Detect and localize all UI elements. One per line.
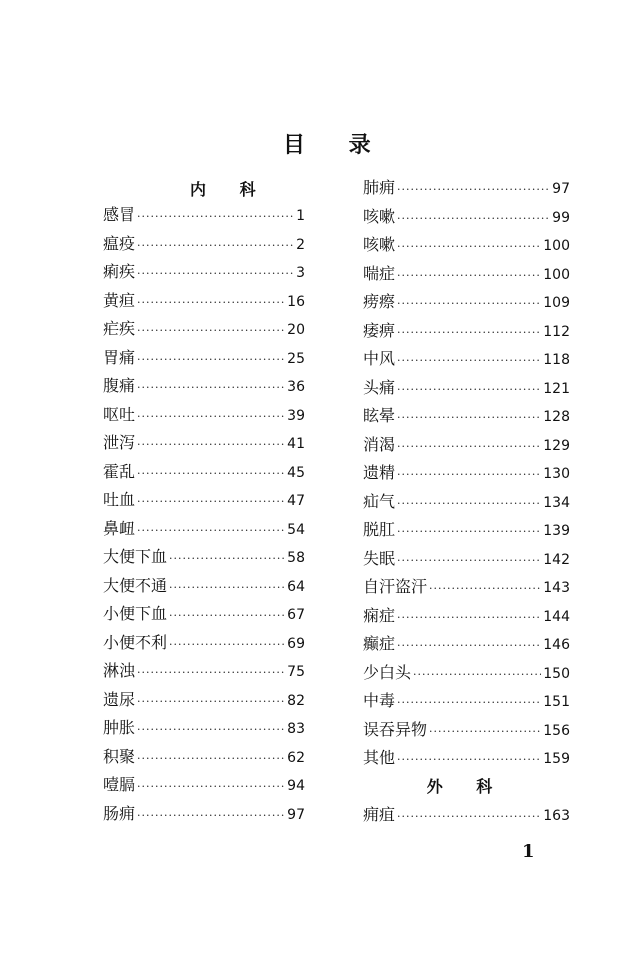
toc-entry-page: 16 — [287, 293, 305, 310]
toc-entry[interactable] — [363, 288, 570, 317]
toc-entry-page: 69 — [287, 635, 305, 652]
toc-entry-label: 误吞异物 — [363, 719, 428, 739]
toc-entry-label: 淋浊 — [103, 661, 136, 680]
toc-entry[interactable] — [103, 429, 305, 458]
toc-entry-label: 吐血 — [103, 490, 136, 509]
dot-leader — [397, 290, 541, 319]
dot-leader — [397, 319, 541, 348]
toc-entry-page: 118 — [543, 352, 570, 368]
toc-entry[interactable] — [363, 573, 570, 602]
toc-entry-label: 痨瘵 — [363, 292, 396, 311]
toc-entry-label: 噎膈 — [103, 775, 136, 794]
toc-entry[interactable] — [103, 771, 305, 800]
dot-leader — [137, 289, 285, 318]
toc-entry-label: 感冒 — [103, 205, 136, 224]
dot-leader — [397, 376, 541, 405]
dot-leader — [397, 461, 541, 490]
dot-leader — [397, 490, 541, 519]
toc-entry[interactable] — [363, 345, 570, 374]
dot-leader — [137, 688, 285, 717]
toc-entry-label: 霍乱 — [103, 461, 136, 481]
dot-leader — [169, 631, 285, 660]
toc-entry[interactable] — [363, 716, 570, 745]
dot-leader — [397, 803, 541, 832]
dot-leader — [137, 460, 285, 489]
toc-entry-label: 失眠 — [363, 548, 396, 568]
toc-entry-label: 胃痛 — [103, 347, 136, 367]
toc-entry-page: 97 — [552, 181, 570, 197]
toc-entry[interactable] — [363, 801, 570, 830]
dot-leader — [397, 262, 541, 291]
toc-entry-label: 消渴 — [363, 434, 396, 454]
toc-entry-page: 47 — [287, 493, 305, 509]
toc-entry[interactable] — [103, 714, 305, 743]
toc-entry[interactable] — [103, 344, 305, 373]
dot-leader — [397, 547, 541, 576]
toc-entry-page: 39 — [287, 407, 305, 424]
toc-entry-page: 143 — [543, 580, 570, 596]
toc-entry[interactable] — [363, 630, 570, 659]
toc-entry-label: 疝气 — [363, 491, 396, 511]
toc-entry-page: 99 — [552, 209, 570, 226]
toc-entry[interactable] — [103, 258, 305, 287]
toc-entry[interactable] — [363, 545, 570, 574]
toc-entry[interactable] — [103, 515, 305, 544]
toc-entry-label: 少白头 — [363, 662, 412, 682]
dot-leader — [137, 716, 285, 745]
toc-entry-page: 151 — [543, 694, 570, 710]
page-title: 目 录 — [283, 133, 389, 158]
toc-entry-label: 痈疽 — [363, 805, 396, 824]
toc-entry-label: 呕吐 — [103, 404, 136, 424]
dot-leader — [137, 346, 285, 375]
toc-entry[interactable] — [363, 744, 570, 773]
toc-entry[interactable] — [363, 659, 570, 688]
toc-entry-label: 咳嗽 — [363, 206, 396, 226]
dot-leader — [397, 404, 541, 433]
dot-leader — [137, 773, 285, 802]
toc-entry-page: 142 — [543, 551, 570, 568]
toc-entry-label: 中风 — [363, 349, 396, 368]
dot-leader — [137, 517, 285, 546]
toc-entry-page: 75 — [287, 664, 305, 680]
toc-entry-page: 109 — [543, 295, 570, 311]
toc-entry-page: 41 — [287, 436, 305, 452]
toc-entry[interactable] — [363, 602, 570, 631]
dot-leader — [413, 661, 541, 690]
toc-entry[interactable] — [103, 543, 305, 572]
toc-entry-page: 144 — [543, 608, 570, 625]
toc-entry[interactable] — [103, 629, 305, 658]
dot-leader — [137, 203, 294, 232]
toc-entry-page: 112 — [543, 323, 570, 340]
toc-entry-page: 128 — [543, 409, 570, 425]
toc-entry-page: 121 — [543, 380, 570, 397]
toc-entry-page: 25 — [287, 350, 305, 367]
dot-leader — [137, 745, 285, 774]
toc-entry-label: 其他 — [363, 748, 396, 767]
toc-entry-page: 129 — [543, 437, 570, 454]
toc-entry-page: 130 — [543, 466, 570, 482]
toc-entry-page: 100 — [543, 266, 570, 283]
toc-entry-label: 痿痹 — [363, 320, 396, 340]
toc-entry-page: 159 — [543, 751, 570, 767]
toc-entry[interactable] — [363, 231, 570, 260]
dot-leader — [137, 802, 285, 831]
toc-entry-label: 大便下血 — [103, 547, 168, 566]
dot-leader — [397, 233, 541, 262]
toc-entry[interactable] — [103, 315, 305, 344]
toc-entry[interactable] — [103, 287, 305, 316]
toc-entry[interactable] — [363, 459, 570, 488]
toc-entry-page: 163 — [543, 808, 570, 824]
dot-leader — [137, 260, 294, 289]
toc-entry[interactable] — [103, 372, 305, 401]
section-heading-external: 外 科 — [426, 776, 507, 796]
toc-entry-page: 67 — [287, 607, 305, 623]
toc-entry-page: 3 — [296, 265, 305, 281]
toc-entry-page: 97 — [287, 806, 305, 823]
toc-entry[interactable] — [103, 572, 305, 601]
dot-leader — [137, 488, 285, 517]
toc-column-left — [103, 201, 305, 828]
toc-entry-page: 134 — [543, 494, 570, 511]
toc-entry-label: 泄泻 — [103, 433, 136, 452]
dot-leader — [429, 575, 541, 604]
dot-leader — [397, 689, 541, 718]
dot-leader — [429, 718, 541, 747]
toc-entry-page: 100 — [543, 238, 570, 254]
toc-entry[interactable] — [363, 687, 570, 716]
toc-entry-label: 自汗盗汗 — [363, 577, 428, 596]
toc-entry[interactable] — [103, 486, 305, 515]
toc-entry-label: 鼻衄 — [103, 518, 136, 538]
toc-entry[interactable] — [103, 800, 305, 829]
toc-entry-label: 遗尿 — [103, 689, 136, 709]
toc-entry-label: 痫症 — [363, 605, 396, 625]
toc-entry-label: 肿胀 — [103, 718, 136, 737]
toc-entry-page: 2 — [296, 236, 305, 253]
toc-entry-label: 咳嗽 — [363, 235, 396, 254]
dot-leader — [137, 232, 294, 261]
toc-entry-page: 139 — [543, 523, 570, 539]
dot-leader — [397, 205, 550, 234]
toc-entry-label: 大便不通 — [103, 575, 168, 595]
dot-leader — [137, 374, 285, 403]
dot-leader — [137, 659, 285, 688]
dot-leader — [397, 518, 541, 547]
toc-entry-page: 20 — [287, 322, 305, 338]
dot-leader — [169, 602, 285, 631]
toc-entry[interactable] — [103, 201, 305, 230]
toc-entry[interactable] — [363, 317, 570, 346]
toc-entry[interactable] — [363, 260, 570, 289]
toc-entry-page: 1 — [296, 208, 305, 224]
toc-entry-label: 小便下血 — [103, 604, 168, 623]
toc-entry-page: 64 — [287, 578, 305, 595]
toc-column-right — [363, 174, 570, 830]
toc-entry[interactable] — [363, 174, 570, 203]
toc-entry[interactable] — [103, 401, 305, 430]
toc-entry-label: 积聚 — [103, 746, 136, 766]
toc-entry-label: 癫症 — [363, 634, 396, 653]
toc-entry-page: 62 — [287, 749, 305, 766]
toc-entry-page: 58 — [287, 550, 305, 566]
toc-entry-page: 83 — [287, 721, 305, 737]
toc-entry-page: 36 — [287, 379, 305, 395]
toc-entry[interactable] — [363, 488, 570, 517]
toc-entry-label: 黄疸 — [103, 290, 136, 310]
toc-entry-label: 痢疾 — [103, 262, 136, 281]
dot-leader — [397, 632, 541, 661]
toc-entry-page: 82 — [287, 692, 305, 709]
toc-entry-page: 150 — [543, 665, 570, 682]
dot-leader — [397, 433, 541, 462]
toc-entry[interactable] — [103, 600, 305, 629]
toc-entry[interactable] — [103, 458, 305, 487]
toc-entry[interactable] — [103, 686, 305, 715]
toc-entry-label: 喘症 — [363, 263, 396, 283]
toc-entry-label: 肠痈 — [103, 803, 136, 823]
toc-entry-page: 45 — [287, 464, 305, 481]
toc-entry-label: 腹痛 — [103, 376, 136, 395]
toc-entry[interactable] — [363, 374, 570, 403]
toc-entry-label: 瘟疫 — [103, 233, 136, 253]
toc-entry[interactable] — [363, 203, 570, 232]
toc-entry-label: 眩晕 — [363, 406, 396, 425]
toc-entry[interactable] — [103, 657, 305, 686]
toc-entry[interactable] — [363, 402, 570, 431]
dot-leader — [137, 403, 285, 432]
dot-leader — [137, 317, 285, 346]
dot-leader — [397, 604, 541, 633]
toc-entry-page: 146 — [543, 637, 570, 653]
toc-entry-page: 54 — [287, 521, 305, 538]
toc-entry[interactable] — [363, 431, 570, 460]
toc-entry-label: 肺痈 — [363, 178, 396, 197]
toc-entry-page: 156 — [543, 722, 570, 739]
toc-entry-label: 脱肛 — [363, 520, 396, 539]
toc-entry-page: 94 — [287, 778, 305, 794]
dot-leader — [169, 545, 285, 574]
page-number: 1 — [522, 841, 535, 862]
toc-entry[interactable] — [103, 230, 305, 259]
toc-entry[interactable] — [103, 743, 305, 772]
toc-entry-label: 遗精 — [363, 463, 396, 482]
toc-entry[interactable] — [363, 516, 570, 545]
dot-leader — [169, 574, 285, 603]
toc-entry-label: 疟疾 — [103, 319, 136, 338]
toc-entry-label: 小便不利 — [103, 632, 168, 652]
toc-entry-label: 中毒 — [363, 691, 396, 710]
dot-leader — [397, 347, 541, 376]
toc-entry-label: 头痛 — [363, 377, 396, 397]
section-heading-internal: 内 科 — [190, 180, 270, 199]
dot-leader — [397, 746, 541, 775]
dot-leader — [397, 176, 550, 205]
dot-leader — [137, 431, 285, 460]
